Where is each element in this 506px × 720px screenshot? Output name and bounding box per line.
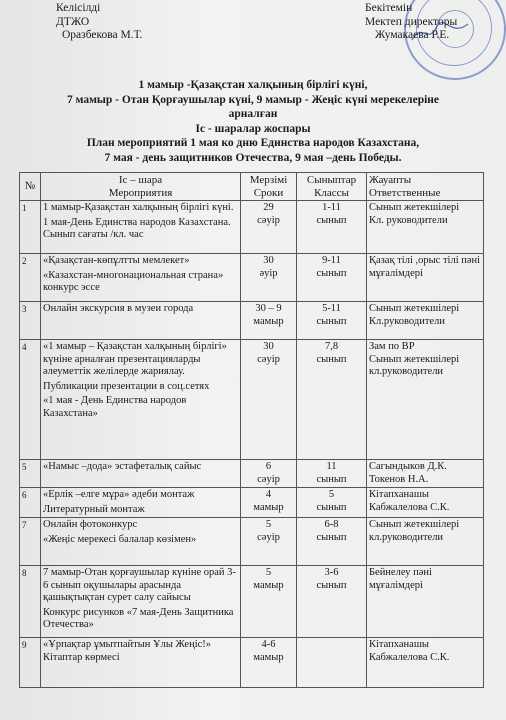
row-number: 1	[20, 201, 41, 254]
class-cell: 9-11 сынып	[297, 254, 367, 302]
approval-block-left	[56, 2, 142, 43]
row-number: 8	[20, 566, 41, 638]
table-row	[20, 460, 484, 488]
date-cell: 5 сәуір	[241, 518, 297, 566]
responsible-cell: Кітапханашы Кабжалелова С.К.	[367, 488, 484, 518]
header-num: №	[20, 173, 41, 201]
date-cell: 5 мамыр	[241, 566, 297, 638]
class-cell: 5-11 сынып	[297, 302, 367, 340]
title-line: 1 мамыр -Қазақстан халқының бірлігі күні,	[138, 79, 368, 91]
row-number: 2	[20, 254, 41, 302]
responsible-cell: Сынып жетекшілері Кл. руководители	[367, 201, 484, 254]
row-number: 3	[20, 302, 41, 340]
class-cell: 3-6 сынып	[297, 566, 367, 638]
class-cell: 7,8 сынып	[297, 340, 367, 460]
events-table	[19, 172, 484, 688]
title-line: 7 мая - день защитников Отечества, 9 мая –день Победы.	[104, 151, 402, 164]
event-cell: «Қазақстан-көпұлтты мемлекет» «Казахстан-многонациональная страна» конкурс эссе	[41, 254, 241, 302]
agreed-position: ДТЖО	[56, 15, 90, 28]
table-row	[20, 340, 484, 460]
class-cell: 11 сынып	[297, 460, 367, 488]
responsible-cell: Сынып жетекшілері кл.руководители	[367, 518, 484, 566]
class-cell: 1-11 сынып	[297, 201, 367, 254]
responsible-cell: Сагындыков Д.К. Токенов Н.А.	[367, 460, 484, 488]
event-cell: 7 мамыр-Отан қорғаушылар күніне орай 3-6 сынып оқушылары арасында қашықтықтан сурет салу сайысы Конкурс рисунков «7 мая-День Защитника Отечества»	[41, 566, 241, 638]
approve-label: Бекітемін	[365, 2, 413, 14]
approval-block-right	[365, 2, 457, 43]
table-header-row	[20, 173, 484, 201]
date-cell: 29 сәуір	[241, 201, 297, 254]
event-cell: Онлайн фотоконкурс «Жеңіс мерекесі балалар көзімен»	[41, 518, 241, 566]
date-cell: 4 мамыр	[241, 488, 297, 518]
event-cell: Онлайн экскурсия в музеи города	[41, 302, 241, 340]
header-event: Іс – шара Мероприятия	[41, 173, 241, 201]
table-row	[20, 518, 484, 566]
title-line: Іс - шаралар жоспары	[195, 122, 311, 135]
event-cell: «Намыс –дода» эстафеталық сайыс	[41, 460, 241, 488]
table-row	[20, 638, 484, 688]
agreed-name: Оразбекова М.Т.	[62, 29, 143, 41]
header-responsible: Жауапты Ответственные	[367, 173, 484, 201]
header-class: Сыныптар Классы	[297, 173, 367, 201]
row-number: 5	[20, 460, 41, 488]
responsible-cell: Зам по ВР Сынып жетекшілері кл.руководители	[367, 340, 484, 460]
responsible-cell: Қазақ тілі ,орыс тілі пәні мұғалімдері	[367, 254, 484, 302]
row-number: 9	[20, 638, 41, 688]
row-number: 7	[20, 518, 41, 566]
title-line: План мероприятий 1 мая ко дню Единства народов Казахстана,	[86, 137, 420, 149]
date-cell: 4-6 мамыр	[241, 638, 297, 688]
date-cell: 30 сәуір	[241, 340, 297, 460]
responsible-cell: Сынып жетекшілері Кл.руководители	[367, 302, 484, 340]
table-row	[20, 302, 484, 340]
row-number: 6	[20, 488, 41, 518]
date-cell: 6 сәуір	[241, 460, 297, 488]
class-cell: 6-8 сынып	[297, 518, 367, 566]
title-line: арналған	[228, 108, 278, 120]
header-date: Мерзімі Сроки	[241, 173, 297, 201]
table-row	[20, 254, 484, 302]
document-title	[0, 78, 506, 165]
row-number: 4	[20, 340, 41, 460]
table-row	[20, 566, 484, 638]
title-line: 7 мамыр - Отан Қорғаушылар күні, 9 мамыр - Жеңіс күні мерекелеріне	[66, 93, 440, 106]
event-cell: «1 мамыр – Қазақстан халқының бірлігі» күніне арналған презентацияларды әлеуметтік желілерде жариялау. Публикации презентации в соц.сетях «1 мая - День Единства народов Казахстана»	[41, 340, 241, 460]
table-row	[20, 201, 484, 254]
table-row	[20, 488, 484, 518]
event-cell: 1 мамыр-Қазақстан халқының бірлігі күні. 1 мая-День Единства народов Казахстана. Сынып сағаты /кл. час	[41, 201, 241, 254]
event-cell: «Ұрпақтар ұмытпайтын Ұлы Жеңіс!» Кітаптар көрмесі	[41, 638, 241, 688]
agreed-label: Келісілді	[56, 2, 101, 14]
class-cell: 5 сынып	[297, 488, 367, 518]
date-cell: 30 әуір	[241, 254, 297, 302]
class-cell	[297, 638, 367, 688]
event-cell: «Ерлік –елге мұра» әдеби монтаж Литературный монтаж	[41, 488, 241, 518]
approve-name: Жумакаева Р.Е.	[375, 29, 450, 41]
approve-position: Мектеп директоры	[365, 15, 458, 28]
date-cell: 30 – 9 мамыр	[241, 302, 297, 340]
responsible-cell: Кітапханашы Кабжалелова С.К.	[367, 638, 484, 688]
responsible-cell: Бейнелеу пәні мұғалімдері	[367, 566, 484, 638]
